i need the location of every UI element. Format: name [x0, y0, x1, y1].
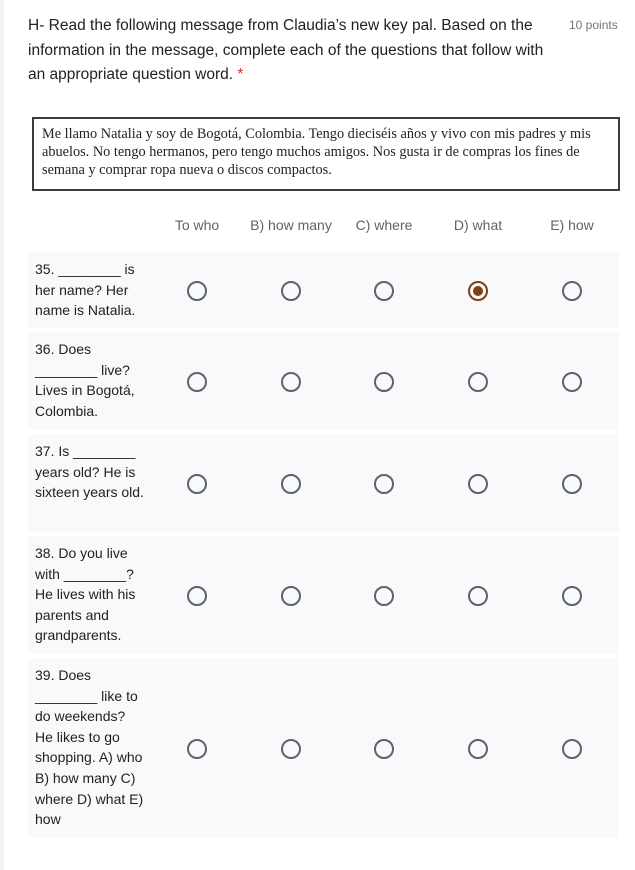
question-title [28, 14, 563, 88]
radio-how-many[interactable] [281, 739, 301, 759]
radio-where[interactable] [374, 586, 394, 606]
radio-how-many[interactable] [281, 372, 301, 392]
radio-what[interactable] [468, 372, 488, 392]
radio-to-who[interactable] [187, 372, 207, 392]
radio-how[interactable] [562, 586, 582, 606]
radio-what[interactable] [468, 739, 488, 759]
left-border [0, 0, 4, 870]
radio-where[interactable] [374, 372, 394, 392]
radio-how-many[interactable] [281, 281, 301, 301]
grid-row [28, 658, 619, 838]
radio-what[interactable] [468, 281, 488, 301]
column-header-how-many: B) how many [250, 217, 332, 233]
radio-how[interactable] [562, 474, 582, 494]
question-title-text: H- Read the following message from Claudia’s new key pal. Based on the information in the message, complete each of the questions that follow with an appropriate question word. [28, 17, 544, 83]
radio-where[interactable] [374, 474, 394, 494]
grid-row [28, 252, 619, 328]
required-asterisk: * [237, 66, 244, 83]
points-label: 10 points [569, 18, 618, 32]
radio-how[interactable] [562, 281, 582, 301]
row-label: 38. Do you live with ________? He lives with his parents and grandparents. [35, 545, 136, 644]
radio-how-many[interactable] [281, 474, 301, 494]
grid-row [28, 434, 619, 532]
radio-where[interactable] [374, 281, 394, 301]
column-header-what: D) what [453, 217, 503, 233]
grid-row [28, 332, 619, 430]
radio-where[interactable] [374, 739, 394, 759]
row-label: 35. ________ is her name? Her name is Natalia. [35, 261, 136, 319]
radio-what[interactable] [468, 586, 488, 606]
radio-how[interactable] [562, 372, 582, 392]
radio-what[interactable] [468, 474, 488, 494]
radio-how-many[interactable] [281, 586, 301, 606]
row-label: 36. Does ________ live? Lives in Bogotá, Colombia. [35, 341, 135, 419]
radio-how[interactable] [562, 739, 582, 759]
row-label: 39. Does ________ like to do weekends? He likes to go shopping. A) who B) how many C) where D) what E) how [35, 667, 144, 828]
column-header-to-who: To who [174, 217, 220, 233]
radio-to-who[interactable] [187, 474, 207, 494]
passage-box: Me llamo Natalia y soy de Bogotá, Colombia. Tengo dieciséis años y vivo con mis padres y mis abuelos. No tengo hermanos, pero tengo muchos amigos. Nos gusta ir de compras los fines de semana y comprar ropa nueva o discos compactos. [32, 117, 620, 191]
grid-row [28, 536, 619, 654]
column-header-where: C) where [355, 217, 413, 233]
column-header-how: E) how [550, 217, 594, 233]
radio-to-who[interactable] [187, 586, 207, 606]
radio-to-who[interactable] [187, 281, 207, 301]
row-label: 37. Is ________ years old? He is sixteen years old. [35, 443, 144, 501]
radio-to-who[interactable] [187, 739, 207, 759]
